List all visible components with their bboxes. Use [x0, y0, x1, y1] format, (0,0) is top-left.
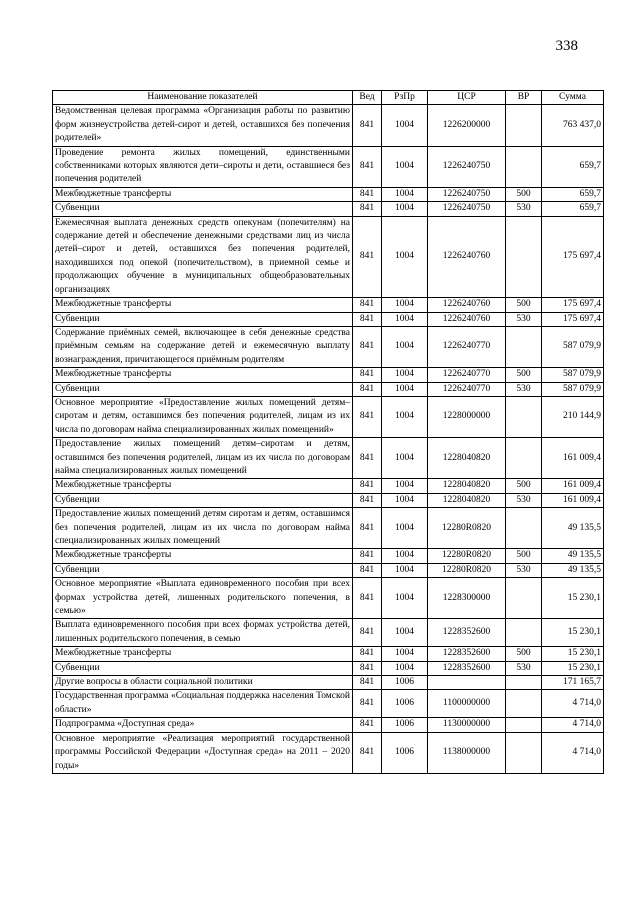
cell-csr: [428, 676, 506, 690]
cell-ved: 841: [353, 396, 382, 437]
table-row: [53, 563, 604, 577]
cell-name: Ежемесячная выплата денежных средств опекунам (попечителям) на содержание детей и обеспечение денежными средствами лиц из числа детей–сирот и детей, оставшихся без попечения родителей, находившихся под опекой (попечительством), в приемной семье и продолжающих обучение в муниципальных общеобразовательных организациях: [53, 216, 353, 297]
cell-ved: 841: [353, 216, 382, 297]
cell-name: Основное мероприятие «Реализация мероприятий государственной программы Российской Федерации «Доступная среда» на 2011 – 2020 годы»: [53, 732, 353, 773]
cell-rzpr: 1006: [382, 732, 428, 773]
table-row: [53, 732, 604, 773]
cell-vr: 530: [506, 382, 542, 396]
cell-vr: [506, 619, 542, 647]
cell-sum: 659,7: [542, 187, 604, 201]
cell-vr: [506, 676, 542, 690]
cell-rzpr: 1006: [382, 676, 428, 690]
cell-sum: 15 230,1: [542, 619, 604, 647]
cell-vr: [506, 578, 542, 619]
table-header-row: [53, 91, 604, 105]
cell-sum: 15 230,1: [542, 661, 604, 675]
table-row: [53, 187, 604, 201]
cell-rzpr: 1004: [382, 508, 428, 549]
cell-sum: 587 079,9: [542, 326, 604, 367]
cell-csr: 1228000000: [428, 396, 506, 437]
cell-rzpr: 1004: [382, 549, 428, 563]
cell-sum: 659,7: [542, 146, 604, 187]
cell-ved: 841: [353, 619, 382, 647]
table-row: [53, 647, 604, 661]
cell-csr: 1226240770: [428, 368, 506, 382]
cell-rzpr: 1004: [382, 326, 428, 367]
cell-sum: 210 144,9: [542, 396, 604, 437]
cell-name: Ведомственная целевая программа «Организация работы по развитию форм жизнеустройства детей-сирот и детей, оставшихся без попечения родителей»: [53, 105, 353, 146]
cell-ved: 841: [353, 326, 382, 367]
cell-rzpr: 1004: [382, 396, 428, 437]
cell-sum: 4 714,0: [542, 732, 604, 773]
cell-name: Межбюджетные трансферты: [53, 647, 353, 661]
cell-rzpr: 1004: [382, 479, 428, 493]
cell-ved: 841: [353, 146, 382, 187]
cell-vr: [506, 216, 542, 297]
cell-rzpr: 1004: [382, 563, 428, 577]
table-row: [53, 298, 604, 312]
cell-ved: 841: [353, 298, 382, 312]
cell-ved: 841: [353, 368, 382, 382]
cell-name: Проведение ремонта жилых помещений, единственными собственниками которых являются дети–сироты и дети, оставшиеся без попечения родителей: [53, 146, 353, 187]
cell-sum: 175 697,4: [542, 216, 604, 297]
cell-sum: 4 714,0: [542, 718, 604, 732]
cell-vr: [506, 105, 542, 146]
cell-ved: 841: [353, 187, 382, 201]
cell-sum: 161 009,4: [542, 438, 604, 479]
cell-sum: 49 135,5: [542, 508, 604, 549]
cell-vr: [506, 508, 542, 549]
cell-sum: 161 009,4: [542, 479, 604, 493]
cell-ved: 841: [353, 312, 382, 326]
table-row: [53, 312, 604, 326]
cell-csr: 1226240750: [428, 146, 506, 187]
cell-vr: 500: [506, 647, 542, 661]
cell-name: Межбюджетные трансферты: [53, 479, 353, 493]
cell-rzpr: 1004: [382, 146, 428, 187]
cell-vr: [506, 396, 542, 437]
cell-name: Содержание приёмных семей, включающее в себя денежные средства приёмным семьям на содержание детей и ежемесячную выплату вознаграждения, причитающегося приёмным родителям: [53, 326, 353, 367]
cell-rzpr: 1004: [382, 578, 428, 619]
cell-name: Государственная программа «Социальная поддержка населения Томской области»: [53, 690, 353, 718]
cell-csr: 1228040820: [428, 438, 506, 479]
cell-csr: 1228040820: [428, 479, 506, 493]
cell-name: Предоставление жилых помещений детям сиротам и детям, оставшимся без попечения родителей, лицам из их числа по договорам найма специализированных жилых помещений: [53, 508, 353, 549]
cell-ved: 841: [353, 508, 382, 549]
cell-csr: 12280R0820: [428, 508, 506, 549]
cell-sum: 659,7: [542, 202, 604, 216]
table-row: [53, 105, 604, 146]
table-row: [53, 382, 604, 396]
cell-vr: 530: [506, 563, 542, 577]
cell-csr: 12280R0820: [428, 563, 506, 577]
cell-vr: [506, 732, 542, 773]
cell-ved: 841: [353, 438, 382, 479]
cell-csr: 1228352600: [428, 661, 506, 675]
cell-rzpr: 1004: [382, 298, 428, 312]
cell-vr: [506, 326, 542, 367]
cell-csr: 1226240770: [428, 382, 506, 396]
table-row: [53, 438, 604, 479]
cell-rzpr: 1004: [382, 368, 428, 382]
cell-csr: 1228352600: [428, 619, 506, 647]
cell-csr: 1228040820: [428, 493, 506, 507]
cell-sum: 15 230,1: [542, 578, 604, 619]
table-row: [53, 202, 604, 216]
cell-sum: 763 437,0: [542, 105, 604, 146]
cell-vr: 500: [506, 298, 542, 312]
table-row: [53, 493, 604, 507]
cell-name: Другие вопросы в области социальной политики: [53, 676, 353, 690]
cell-name: Межбюджетные трансферты: [53, 187, 353, 201]
cell-rzpr: 1004: [382, 105, 428, 146]
header-sum: Сумма: [542, 91, 604, 105]
cell-vr: [506, 690, 542, 718]
cell-ved: 841: [353, 382, 382, 396]
cell-csr: 1226240750: [428, 187, 506, 201]
cell-vr: 530: [506, 661, 542, 675]
cell-sum: 171 165,7: [542, 676, 604, 690]
cell-rzpr: 1004: [382, 438, 428, 479]
table-row: [53, 619, 604, 647]
cell-ved: 841: [353, 676, 382, 690]
cell-sum: 587 079,9: [542, 368, 604, 382]
cell-name: Предоставление жилых помещений детям–сиротам и детям, оставшимся без попечения родителей, лицам из их числа по договорам найма специализированных жилых помещений: [53, 438, 353, 479]
table-row: [53, 690, 604, 718]
table-body: [53, 105, 604, 774]
cell-vr: 500: [506, 368, 542, 382]
cell-sum: 161 009,4: [542, 493, 604, 507]
header-name: Наименование показателей: [53, 91, 353, 105]
cell-csr: 1228300000: [428, 578, 506, 619]
cell-csr: 12280R0820: [428, 549, 506, 563]
cell-vr: [506, 718, 542, 732]
table-row: [53, 216, 604, 297]
table-row: [53, 718, 604, 732]
cell-rzpr: 1004: [382, 216, 428, 297]
page-number: 338: [555, 38, 578, 54]
table-row: [53, 661, 604, 675]
cell-name: Подпрограмма «Доступная среда»: [53, 718, 353, 732]
table-row: [53, 549, 604, 563]
cell-ved: 841: [353, 549, 382, 563]
cell-vr: [506, 438, 542, 479]
header-ved: Вед: [353, 91, 382, 105]
table-row: [53, 146, 604, 187]
cell-sum: 4 714,0: [542, 690, 604, 718]
cell-vr: 530: [506, 493, 542, 507]
cell-rzpr: 1004: [382, 619, 428, 647]
cell-ved: 841: [353, 732, 382, 773]
table-row: [53, 368, 604, 382]
cell-csr: 1130000000: [428, 718, 506, 732]
table-row: [53, 479, 604, 493]
cell-rzpr: 1004: [382, 647, 428, 661]
cell-sum: 15 230,1: [542, 647, 604, 661]
cell-vr: 500: [506, 187, 542, 201]
header-csr: ЦСР: [428, 91, 506, 105]
cell-rzpr: 1004: [382, 382, 428, 396]
cell-name: Субвенции: [53, 312, 353, 326]
table-row: [53, 676, 604, 690]
cell-sum: 175 697,4: [542, 312, 604, 326]
cell-rzpr: 1006: [382, 718, 428, 732]
cell-sum: 175 697,4: [542, 298, 604, 312]
cell-rzpr: 1006: [382, 690, 428, 718]
cell-name: Субвенции: [53, 661, 353, 675]
cell-csr: 1226200000: [428, 105, 506, 146]
cell-name: Субвенции: [53, 493, 353, 507]
table-row: [53, 396, 604, 437]
cell-sum: 49 135,5: [542, 563, 604, 577]
cell-ved: 841: [353, 105, 382, 146]
cell-name: Основное мероприятие «Выплата единовременного пособия при всех формах устройства детей, лишенных родительского попечения, в семью»: [53, 578, 353, 619]
cell-csr: 1100000000: [428, 690, 506, 718]
cell-csr: 1138000000: [428, 732, 506, 773]
table-row: [53, 578, 604, 619]
cell-csr: 1226240760: [428, 312, 506, 326]
cell-vr: 530: [506, 202, 542, 216]
cell-ved: 841: [353, 202, 382, 216]
cell-name: Межбюджетные трансферты: [53, 298, 353, 312]
cell-rzpr: 1004: [382, 493, 428, 507]
cell-sum: 49 135,5: [542, 549, 604, 563]
cell-rzpr: 1004: [382, 187, 428, 201]
cell-ved: 841: [353, 479, 382, 493]
cell-vr: 530: [506, 312, 542, 326]
cell-vr: 500: [506, 549, 542, 563]
cell-rzpr: 1004: [382, 312, 428, 326]
budget-table: [52, 90, 604, 774]
cell-ved: 841: [353, 493, 382, 507]
cell-name: Межбюджетные трансферты: [53, 368, 353, 382]
cell-csr: 1228352600: [428, 647, 506, 661]
cell-name: Выплата единовременного пособия при всех формах устройства детей, лишенных родительского попечения, в семью: [53, 619, 353, 647]
header-vr: ВР: [506, 91, 542, 105]
table-row: [53, 326, 604, 367]
cell-ved: 841: [353, 661, 382, 675]
cell-rzpr: 1004: [382, 661, 428, 675]
table-row: [53, 508, 604, 549]
cell-name: Субвенции: [53, 563, 353, 577]
cell-csr: 1226240760: [428, 216, 506, 297]
cell-ved: 841: [353, 578, 382, 619]
cell-rzpr: 1004: [382, 202, 428, 216]
header-rzpr: РзПр: [382, 91, 428, 105]
cell-vr: [506, 146, 542, 187]
cell-name: Субвенции: [53, 202, 353, 216]
cell-sum: 587 079,9: [542, 382, 604, 396]
cell-name: Субвенции: [53, 382, 353, 396]
cell-ved: 841: [353, 563, 382, 577]
cell-ved: 841: [353, 690, 382, 718]
cell-csr: 1226240760: [428, 298, 506, 312]
cell-ved: 841: [353, 647, 382, 661]
cell-name: Основное мероприятие «Предоставление жилых помещений детям–сиротам и детям, оставшимся без попечения родителей, лицам из их числа по договорам найма специализированных жилых помещений»: [53, 396, 353, 437]
cell-csr: 1226240770: [428, 326, 506, 367]
cell-name: Межбюджетные трансферты: [53, 549, 353, 563]
cell-csr: 1226240750: [428, 202, 506, 216]
cell-vr: 500: [506, 479, 542, 493]
cell-ved: 841: [353, 718, 382, 732]
